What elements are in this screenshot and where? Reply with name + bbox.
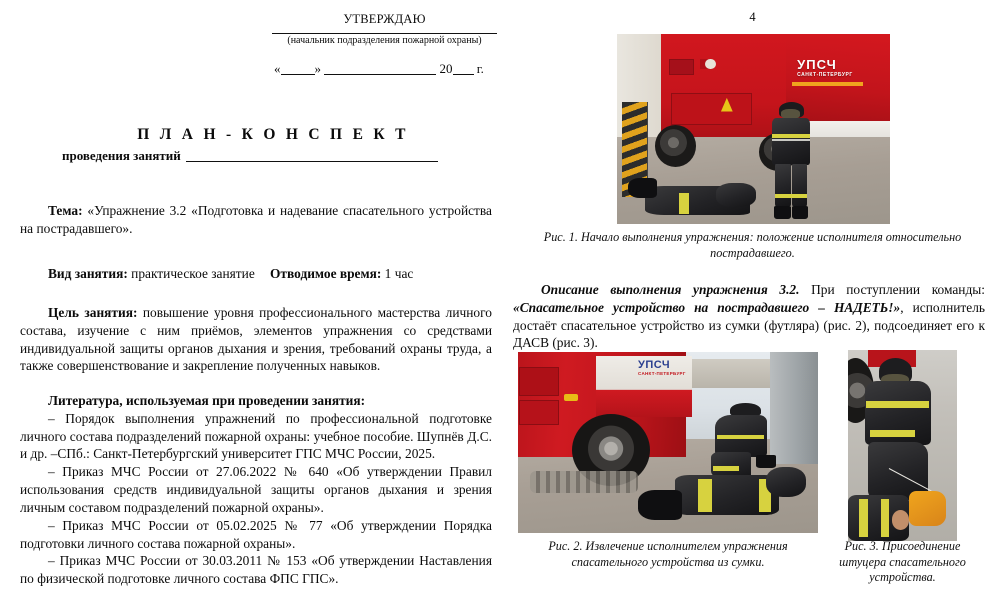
page-subtitle-blank	[186, 149, 438, 162]
approval-date-line	[272, 61, 497, 77]
otvodimoe-vremya-label: Отводимое время:	[270, 266, 382, 281]
tema-label: Тема:	[48, 203, 83, 218]
vid-zanyatiya-label: Вид занятия:	[48, 266, 128, 281]
date-month-blank	[324, 63, 436, 75]
fig1-victim-stripe	[679, 193, 689, 214]
description-lead: Описание выполнения упражнения 3.2.	[541, 282, 800, 297]
cel-text: повышение уровня профессионального мастерства личного состава, изучение с ним приёмов, элементов упражнения со средствами индивидуальной защиты органов дыхания и зрения, требований охраны труда, а также совершенствование и закрепление полученных навыков.	[20, 305, 492, 374]
section-vid-zanyatiya	[20, 265, 492, 283]
fig3-victim-stripe-2	[881, 499, 890, 537]
approval-title: УТВЕРЖДАЮ	[343, 12, 426, 26]
description-command: «Спасательное устройство на пострадавшего – НАДЕТЬ!»	[513, 299, 901, 315]
right-column	[505, 0, 1000, 606]
fig2-snow-chain	[530, 471, 638, 493]
otvodimoe-vremya-value: 1 час	[384, 266, 414, 281]
fig1-truck-stripe	[792, 82, 863, 86]
tema-paragraph	[20, 202, 492, 238]
date-day-blank	[281, 63, 315, 75]
fig1-boot-left	[774, 206, 790, 219]
figure-3-image	[848, 350, 957, 541]
fig1-jacket-stripe-1	[772, 134, 810, 138]
fig3-victim-face	[892, 510, 909, 529]
fig1-wheel-rear	[655, 125, 696, 167]
approval-subtitle: (начальник подразделения пожарной охраны)	[287, 35, 482, 46]
fig3-jacket-stripe-2	[870, 430, 915, 437]
fig2-vehicle-marking: УПСЧ САНКТ-ПЕТЕРБУРГ	[638, 359, 686, 377]
fig2-wall-panel	[692, 359, 770, 388]
fig1-victim-head	[716, 183, 756, 207]
page-subtitle-label: проведения занятий	[62, 148, 181, 163]
fig3-jacket-stripe-1	[866, 401, 929, 408]
fig1-jacket-stripe-2	[772, 139, 810, 141]
date-year-prefix: 20	[439, 60, 453, 76]
section-cel-zanyatiya	[20, 304, 492, 375]
description-text-1: При поступлении команды:	[799, 282, 985, 297]
description-text-2: , исполнитель достаёт спасательное устройство из сумки (футляра) (рис. 2), подсоединяет его к ДАСВ (рис. 3).	[513, 299, 985, 351]
figure-2-image	[518, 352, 818, 533]
fig2-victim-stripe-1	[698, 479, 711, 513]
fig3-rescue-device	[909, 491, 946, 525]
fig1-lying-victim	[622, 175, 764, 221]
figure-2-caption: Рис. 2. Извлечение исполнителем упражнения спасательного устройства из сумки.	[548, 539, 788, 569]
approval-block	[272, 12, 497, 77]
literatura-list	[20, 410, 492, 588]
fig1-boot-right	[792, 206, 808, 219]
cel-paragraph	[20, 304, 492, 375]
fig1-vehicle-marking: УПСЧ САНКТ-ПЕТЕРБУРГ	[797, 56, 853, 78]
fig1-leg-right	[792, 164, 807, 206]
page-title: П Л А Н - К О Н С П Е К Т	[137, 126, 409, 143]
figure-1-image	[617, 34, 890, 224]
fig2-victim-boot	[638, 490, 682, 520]
list-item: – Приказ МЧС России от 05.02.2025 № 77 «Об утверждении Порядка подготовки личного состава пожарной охраны».	[20, 517, 492, 551]
list-item: – Порядок выполнения упражнений по профессиональной подготовке личного состава подразделений пожарной охраны: учебное пособие. Шупнёв Д.С. и др. –СПб.: Санкт-Петербургский университет ГПС МЧС России, 2025.	[20, 410, 492, 462]
list-item: – Приказ МЧС России от 30.03.2011 № 153 «Об утверждении Наставления по физической подготовке личного состава ФПС ГПС».	[20, 553, 492, 587]
figure-3-caption: Рис. 3. Присоединение штуцера спасательного устройства.	[839, 539, 966, 585]
literatura-heading: Литература, используемая при проведении занятия:	[48, 393, 366, 408]
page-subtitle	[62, 148, 438, 164]
fig1-trouser-stripe	[775, 194, 807, 198]
list-item: – Приказ МЧС России от 27.06.2022 № 640 «Об утверждении Правил использования средств индивидуальной защиты органов дыхания и зрения личным составом подразделений пожарной охраны».	[20, 464, 492, 515]
description-paragraph	[513, 281, 985, 352]
vid-row	[20, 265, 492, 283]
fig2-victim-head	[766, 467, 806, 497]
fig1-standing-firefighter	[764, 102, 819, 220]
fig3-victim-stripe-1	[859, 499, 868, 537]
vid-zanyatiya-cell	[20, 265, 270, 283]
fig3-kneeling-firefighter	[863, 358, 935, 503]
section-literatura	[20, 392, 492, 588]
figure-1-caption: Рис. 1. Начало выполнения упражнения: положение исполнителя относительно пострадавшего.	[543, 230, 962, 260]
date-quote-close: »	[314, 60, 321, 76]
otvodimoe-vremya-cell	[270, 265, 492, 283]
fig2-lying-victim	[638, 464, 806, 529]
fig1-victim-boot	[628, 178, 656, 198]
date-quote-open: «	[274, 60, 281, 76]
vid-zanyatiya-value: практическое занятие	[131, 266, 255, 281]
cel-label: Цель занятия:	[48, 305, 138, 320]
fig1-leg-left	[775, 164, 790, 206]
description-block	[513, 281, 985, 352]
tema-text: «Упражнение 3.2 «Подготовка и надевание спасательного устройства на пострадавшего».	[20, 203, 492, 236]
approval-signature-rule	[272, 33, 497, 34]
page-number: 4	[749, 10, 756, 24]
fig2-garage-door	[770, 352, 818, 464]
date-suffix: г.	[476, 60, 484, 76]
date-year-blank	[453, 63, 474, 75]
fig1-jacket	[772, 118, 810, 165]
fig2-jacket-stripe	[717, 435, 765, 440]
section-tema	[20, 202, 492, 238]
